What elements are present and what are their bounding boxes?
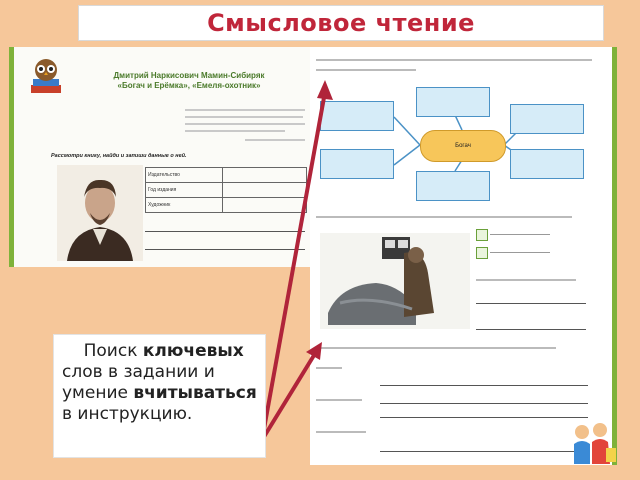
cluster-box-left-top[interactable] <box>320 101 394 131</box>
caption-text-2: слов в задании и умение <box>62 362 215 403</box>
answer-line[interactable] <box>145 231 305 232</box>
caption-text-3: в инструкцию. <box>62 404 193 424</box>
question-text-line <box>316 347 556 349</box>
owl-books-icon <box>27 57 65 97</box>
table-row <box>146 198 307 213</box>
slide-title-box <box>78 5 604 41</box>
row-label-line <box>316 399 362 401</box>
option-text-line <box>490 252 550 253</box>
page-edge-bar <box>9 47 14 267</box>
answer-line[interactable] <box>380 417 588 418</box>
author-heading <box>99 71 279 91</box>
table-cell-value[interactable] <box>223 198 307 213</box>
cluster-box-right-bottom[interactable] <box>510 149 584 179</box>
cluster-box-left-bottom[interactable] <box>320 149 394 179</box>
table-cell-label: Год издания <box>146 183 223 198</box>
table-row <box>146 183 307 198</box>
cluster-box-right-top[interactable] <box>510 104 584 134</box>
table-cell-value[interactable] <box>223 183 307 198</box>
left-task-text: Рассмотри книгу, найди и запиши данные о ней. <box>51 153 187 159</box>
question-text-line <box>476 279 576 281</box>
worksheet-page-left <box>9 47 312 267</box>
caption-keyword-2: вчитываться <box>133 383 257 403</box>
story-titles: «Богач и Ерёмка», «Емеля-охотник» <box>117 81 261 90</box>
worksheet-page-right <box>310 47 617 465</box>
table-cell-label: Художник <box>146 198 223 213</box>
answer-checkbox[interactable] <box>476 247 488 259</box>
option-text-line <box>490 234 550 235</box>
answer-line[interactable] <box>380 451 588 452</box>
answer-line[interactable] <box>380 403 588 404</box>
caption-text-1: Поиск <box>83 341 143 361</box>
answer-line[interactable] <box>476 303 586 304</box>
answer-line[interactable] <box>476 329 586 330</box>
answer-checkbox[interactable] <box>476 229 488 241</box>
cluster-box-bottom[interactable] <box>416 171 490 201</box>
slide-title: Смысловое чтение <box>207 9 475 37</box>
author-portrait <box>57 165 143 261</box>
book-info-table <box>145 167 307 213</box>
caption-keyword-1: ключевых <box>142 341 244 361</box>
epigraph-line <box>185 130 285 132</box>
answer-line[interactable] <box>380 385 588 386</box>
epigraph-line <box>185 123 305 125</box>
answer-line[interactable] <box>145 249 305 250</box>
cluster-center-oval: Богач <box>420 130 506 162</box>
epigraph-line <box>185 116 303 118</box>
children-decoration-icon <box>568 418 618 468</box>
epigraph-signature <box>245 139 305 141</box>
table-row <box>146 168 307 183</box>
cluster-box-top[interactable] <box>416 87 490 117</box>
table-cell-value[interactable] <box>223 168 307 183</box>
row-label-line <box>316 431 366 433</box>
table-cell-label: Издательство <box>146 168 223 183</box>
story-illustration <box>320 233 470 329</box>
question-text-line <box>316 216 572 218</box>
epigraph-line <box>185 109 305 111</box>
author-name: Дмитрий Наркисович Мамин-Сибиряк <box>113 71 265 80</box>
row-label-line <box>316 367 342 369</box>
caption-text-box <box>53 334 266 458</box>
